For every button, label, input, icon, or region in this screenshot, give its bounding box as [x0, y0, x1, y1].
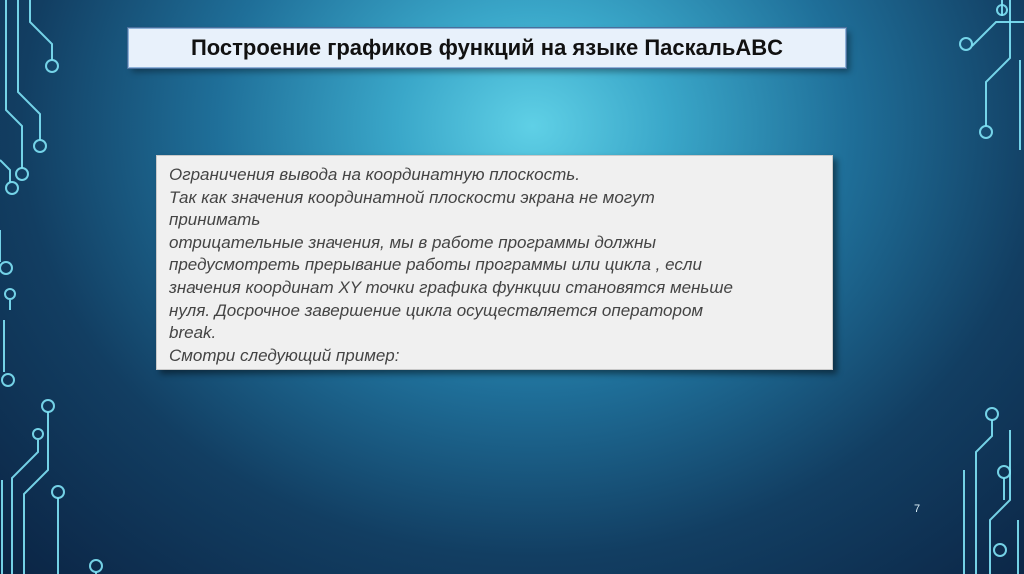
page-number: 7 [914, 503, 921, 515]
body-line: break. [169, 323, 217, 343]
body-line: Ограничения вывода на координатную плоскость. [169, 165, 580, 184]
body-line: Смотри следующий пример: [169, 345, 400, 365]
slide-title-box [128, 28, 846, 68]
body-line: предусмотреть прерывание работы программы или цикла , если [169, 255, 702, 275]
body-line: Так как значения координатной плоскости экрана не могут [169, 187, 655, 207]
body-line: отрицательные значения, мы в работе программы должны [169, 232, 656, 252]
body-line: нуля. Досрочное завершение цикла осуществляется оператором [169, 300, 704, 320]
slide-title: Построение графиков функций на языке ПаскальABC [190, 35, 784, 60]
body-line: значения координат XY точки графика функции становятся меньше [169, 277, 733, 297]
content-text-box [156, 155, 833, 370]
body-line: принимать [169, 210, 261, 230]
